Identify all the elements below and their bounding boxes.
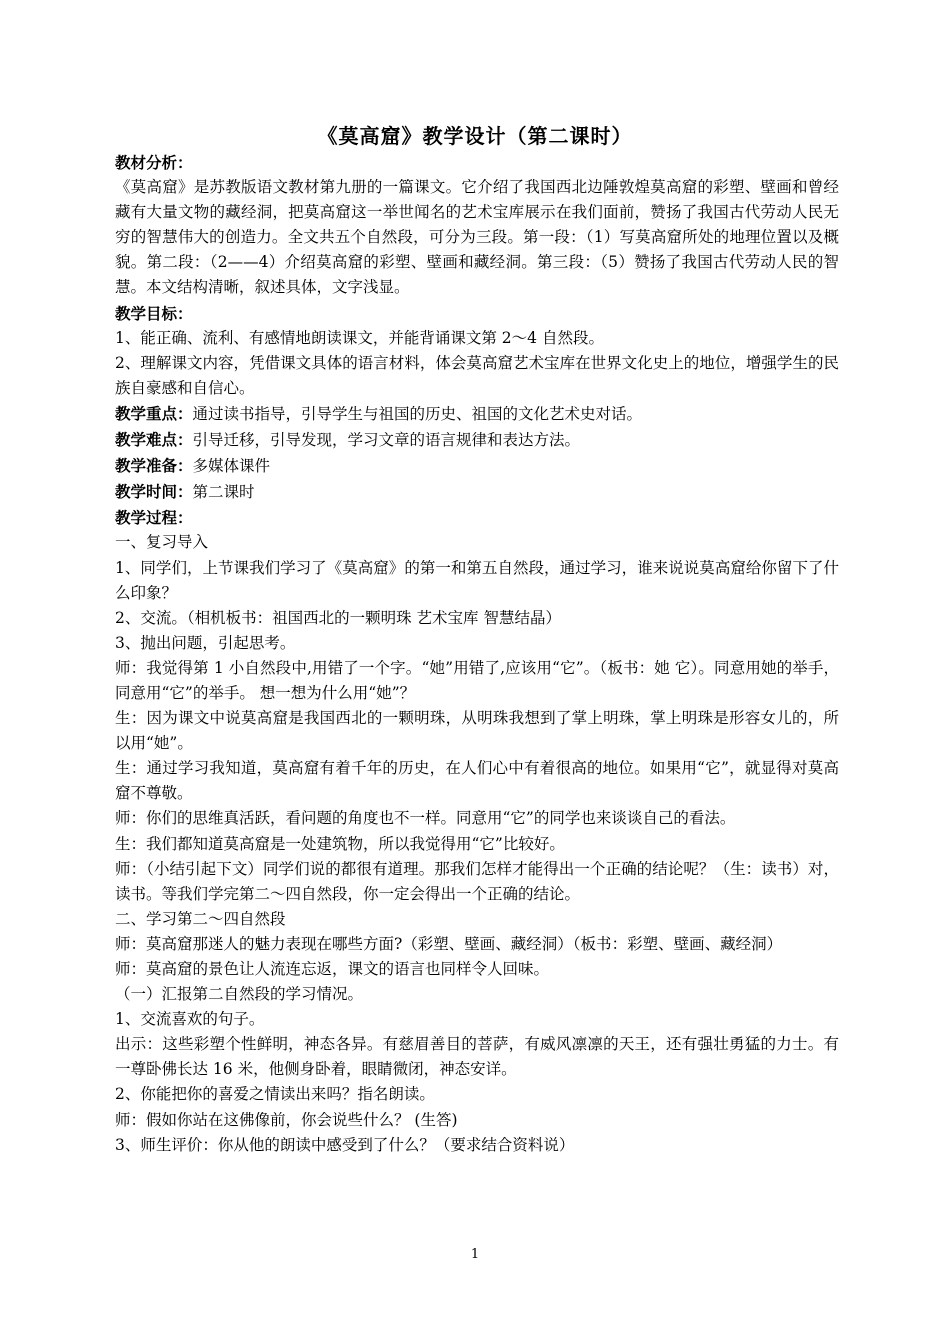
preparation-text: 多媒体课件	[192, 457, 271, 476]
process-line: 3、师生评价：你从他的朗读中感受到了什么？（要求结合资料说）	[115, 1135, 575, 1154]
analysis-paragraph: 《莫高窟》是苏教版语文教材第九册的一篇课文。它介绍了我国西北边陲敦煌莫高窟的彩塑、壁画和曾经藏有大量文物的藏经洞，把莫高窟这一举世闻名的艺术宝库展示在我们面前，赞扬了我国古代劳动人民无穷的智慧伟大的创造力。全文共五个自然段，可分为三段。第一段：（1）写莫高窟所处的地理位置以及概貌。第二段：（2——4）介绍莫高窟的彩塑、壁画和藏经洞。第三段：（5）赞扬了我国古代劳动人民的智慧。本文结构清晰，叙述具体，文字浅显。	[115, 178, 839, 297]
page-number: 1	[470, 1247, 480, 1262]
process-line: 师：假如你站在这佛像前，你会说些什么？ (生答)	[115, 1110, 458, 1129]
process-line: 生：通过学习我知道，莫高窟有着千年的历史，在人们心中有着很高的地位。如果用“它”，就显得对莫高窟不尊敬。	[115, 759, 839, 803]
process-line: 师：莫高窟的景色让人流连忘返，课文的语言也同样令人回味。	[115, 960, 550, 978]
process-line: 1、同学们，上节课我们学习了《莫高窟》的第一和第五自然段，通过学习，谁来说说莫高窟给你留下了什么印象？	[115, 558, 839, 602]
preparation-label: 教学准备：	[115, 456, 193, 476]
document-body	[115, 150, 839, 1158]
process-line: 师：莫高窟那迷人的魅力表现在哪些方面?（彩塑、壁画、藏经洞）（板书：彩塑、壁画、藏经洞）	[115, 934, 783, 953]
process-line: 师：我觉得第 1 小自然段中,用错了一个字。“她”用错了,应该用“它”。（板书：她 它）。同意用她的举手，同意用“它”的举手。 想一想为什么用“她”？	[115, 658, 839, 702]
goal-item: 2、理解课文内容，凭借课文具体的语言材料，体会莫高窟艺术宝库在世界文化史上的地位，增强学生的民族自豪感和自信心。	[115, 353, 839, 397]
process-line: 生：我们都知道莫高窟是一处建筑物，所以我觉得用“它”比较好。	[115, 834, 565, 853]
analysis-heading: 教材分析：	[115, 153, 193, 172]
process-line: 2、交流。（相机板书：祖国西北的一颗明珠 艺术宝库 智慧结晶）	[115, 608, 561, 627]
goal-item: 1、能正确、流利、有感情地朗读课文，并能背诵课文第 2～4 自然段。	[115, 328, 604, 347]
goals-heading: 教学目标：	[115, 303, 193, 323]
difficulty-text: 引导迁移，引导发现，学习文章的语言规律和表达方法。	[192, 431, 581, 450]
process-line: 生：因为课文中说莫高窟是我国西北的一颗明珠，从明珠我想到了掌上明珠，掌上明珠是形容女儿的，所以用“她”。	[115, 709, 839, 753]
process-line: 师：你们的思维真活跃，看问题的角度也不一样。同意用“它”的同学也来谈谈自己的看法。	[115, 809, 736, 828]
process-line: 出示：这些彩塑个性鲜明，神态各异。有慈眉善目的菩萨，有威风凛凛的天王，还有强壮勇猛的力士。有一尊卧佛长达 16 米，他侧身卧着，眼睛微闭，神态安详。	[115, 1035, 839, 1079]
process-line: 二、学习第二～四自然段	[115, 909, 286, 928]
difficulty-label: 教学难点：	[115, 430, 193, 450]
process-line: 1、交流喜欢的句子。	[115, 1010, 265, 1029]
difficulty-line	[115, 427, 839, 453]
time-label: 教学时间：	[115, 482, 193, 502]
time-text: 第二课时	[192, 483, 255, 502]
key-point-text: 通过读书指导，引导学生与祖国的历史、祖国的文化艺术史对话。	[192, 404, 643, 423]
time-line	[115, 479, 839, 505]
page-title: 《莫高窟》教学设计（第二课时）	[317, 124, 633, 148]
process-line: （一）汇报第二自然段的学习情况。	[115, 985, 364, 1004]
key-point-line	[115, 401, 839, 427]
process-line: 一、复习导入	[115, 533, 209, 552]
key-point-label: 教学重点：	[115, 403, 193, 423]
process-line: 2、你能把你的喜爱之情读出来吗？指名朗读。	[115, 1085, 435, 1104]
process-line: 师：（小结引起下文）同学们说的都很有道理。那我们怎样才能得出一个正确的结论呢？（生：读书）对，读书。等我们学完第二～四自然段，你一定会得出一个正确的结论。	[115, 859, 839, 903]
process-heading: 教学过程：	[115, 508, 193, 528]
preparation-line	[115, 453, 839, 479]
process-line: 3、抛出问题，引起思考。	[115, 633, 296, 652]
